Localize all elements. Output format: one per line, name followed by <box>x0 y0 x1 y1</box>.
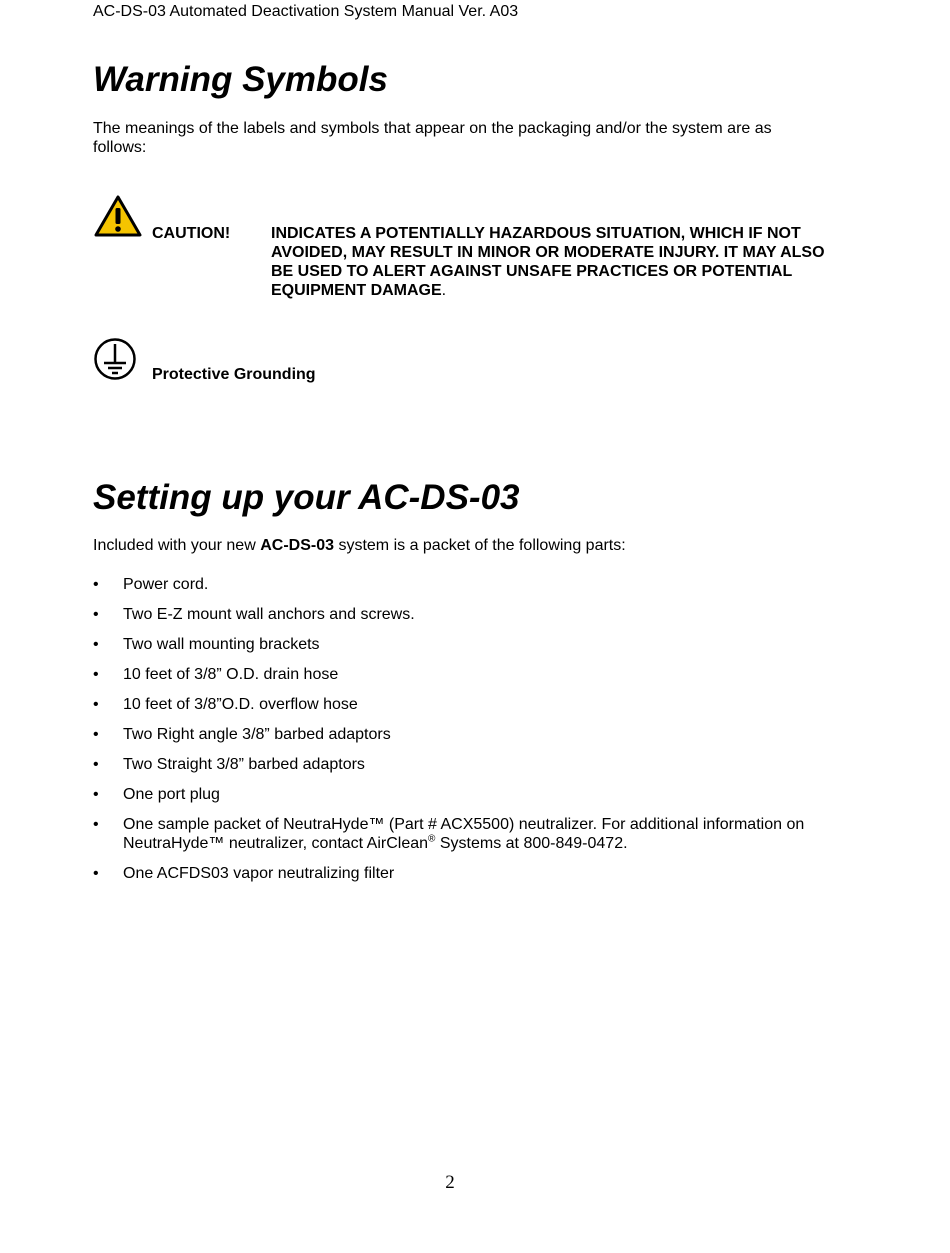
setup-intro-model: AC-DS-03 <box>260 537 334 554</box>
bullet: • <box>93 696 99 713</box>
list-item <box>93 665 823 684</box>
bullet: • <box>93 606 99 623</box>
bullet: • <box>93 726 99 743</box>
caution-description-text: INDICATES A POTENTIALLY HAZARDOUS SITUATION, WHICH IF NOT AVOIDED, MAY RESULT IN MINOR OR MODERATE INJURY. IT MAY ALSO BE USED TO ALERT AGAINST UNSAFE PRACTICES OR POTENTIAL EQUIPMENT DAMAGE <box>271 225 825 299</box>
neutrahyde-text: One sample packet of NeutraHyde™ (Part # ACX5500) neutralizer. For additional information on NeutraHyde™ neutralizer, contact AirClean <box>123 816 805 852</box>
list-item <box>93 864 823 883</box>
list-item-text: One ACFDS03 vapor neutralizing filter <box>123 865 395 882</box>
bullet: • <box>93 816 99 833</box>
list-item-text: 10 feet of 3/8” O.D. drain hose <box>123 666 339 683</box>
list-item <box>93 695 823 714</box>
list-item <box>93 575 823 594</box>
list-item <box>93 755 823 774</box>
caution-label: CAUTION! <box>152 225 231 242</box>
running-header: AC-DS-03 Automated Deactivation System Manual Ver. A03 <box>93 3 519 20</box>
page-number: 2 <box>445 1172 455 1193</box>
bullet: • <box>93 576 99 593</box>
warning-intro-paragraph: The meanings of the labels and symbols that appear on the packaging and/or the system are as follows: <box>93 120 772 156</box>
bullet: • <box>93 636 99 653</box>
contact-text: Systems at 800-849-0472. <box>435 835 628 852</box>
setup-intro-prefix: Included with your new <box>93 537 261 554</box>
protective-grounding-label: Protective Grounding <box>152 366 316 383</box>
list-item <box>93 815 823 853</box>
list-item-text: 10 feet of 3/8”O.D. overflow hose <box>123 696 358 713</box>
caution-description <box>271 224 831 300</box>
bullet: • <box>93 786 99 803</box>
list-item-text: One port plug <box>123 786 220 803</box>
caution-description-period: . <box>441 282 447 299</box>
list-item <box>93 635 823 654</box>
warning-triangle-icon <box>93 194 143 238</box>
list-item <box>93 725 823 744</box>
list-item-text <box>123 816 804 852</box>
list-item-text: Two wall mounting brackets <box>123 636 320 653</box>
registered-mark: ® <box>428 833 436 845</box>
bullet: • <box>93 666 99 683</box>
list-item-text: Two Straight 3/8” barbed adaptors <box>123 756 365 773</box>
list-item <box>93 605 823 624</box>
protective-ground-icon <box>93 337 137 381</box>
list-item <box>93 785 823 804</box>
parts-list <box>93 575 823 894</box>
list-item-text: Two Right angle 3/8” barbed adaptors <box>123 726 391 743</box>
list-item-text: Two E-Z mount wall anchors and screws. <box>123 606 415 623</box>
setup-intro-paragraph <box>93 536 823 555</box>
setup-heading: Setting up your AC-DS-03 <box>93 478 520 517</box>
bullet: • <box>93 865 99 882</box>
setup-intro-suffix: system is a packet of the following parts: <box>334 537 626 554</box>
bullet: • <box>93 756 99 773</box>
list-item-text: Power cord. <box>123 576 209 593</box>
warning-symbols-heading: Warning Symbols <box>93 60 388 99</box>
